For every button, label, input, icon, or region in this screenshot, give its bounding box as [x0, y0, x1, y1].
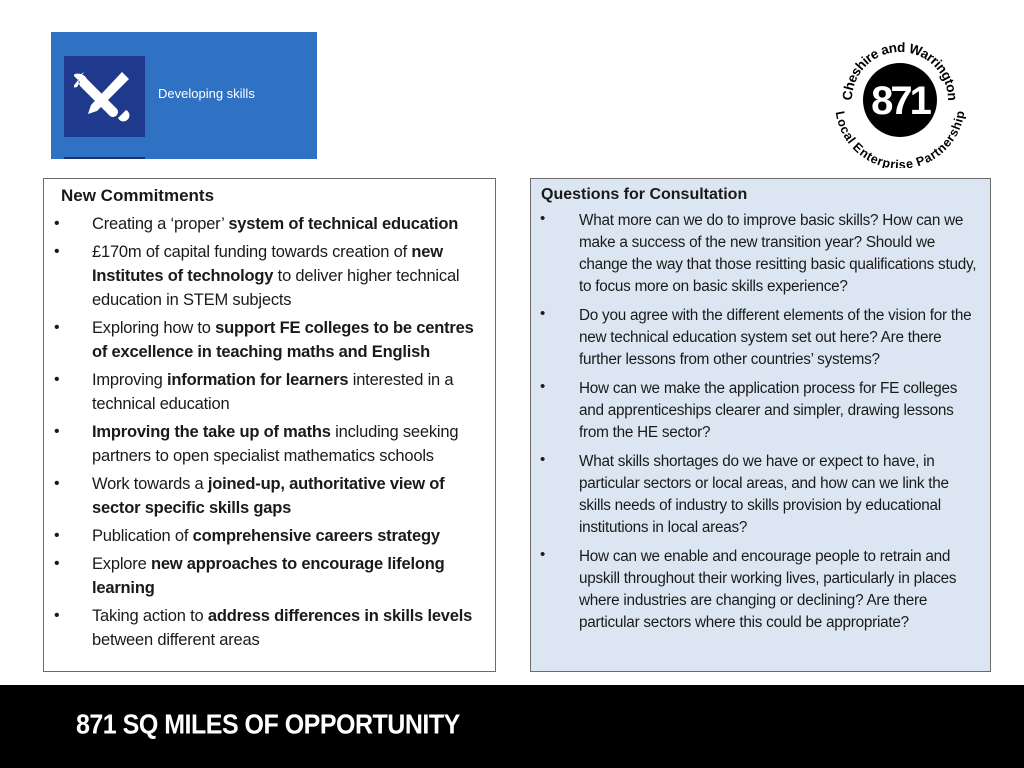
commitment-text: £170m of capital funding towards creation of	[92, 243, 412, 261]
commitment-item	[92, 212, 483, 236]
logo-arc-top: Cheshire and Warrington	[839, 39, 961, 101]
banner-strip	[64, 157, 145, 159]
consultation-questions-panel	[530, 178, 991, 672]
commitment-emphasis: comprehensive careers strategy	[192, 527, 440, 545]
question-item: • What skills shortages do we have or expect to have, in particular sectors or local areas, and how can we link the skills needs of industry to skills provision by educational institutions in local areas?	[579, 451, 980, 539]
panel-title: New Commitments	[61, 186, 215, 205]
commitment-emphasis: new approaches to encourage lifelong learning	[92, 555, 445, 597]
tools-icon	[64, 56, 145, 137]
commitment-item	[92, 420, 483, 468]
commitment-text: Publication of	[92, 527, 193, 545]
commitment-text: Improving	[92, 371, 168, 389]
question-item: • How can we enable and encourage people to retrain and upskill throughout their working lives, particularly in places where industries are changing or declining? Are there particular sectors where this could be appropriate?	[579, 546, 980, 634]
commitment-text: Exploring how to	[92, 319, 216, 337]
commitment-text: to deliver higher technical education in STEM subjects	[92, 267, 460, 309]
commitment-emphasis: address differences in skills levels	[207, 607, 473, 625]
footer-bar	[0, 685, 1024, 768]
developing-skills-banner	[51, 32, 317, 159]
questions-list	[579, 210, 980, 634]
commitment-emphasis: joined-up, authoritative view of sector specific skills gaps	[92, 475, 445, 517]
question-item: • Do you agree with the different elements of the vision for the new technical education system set out here? Are there further lessons from other countries’ systems?	[579, 305, 980, 371]
commitment-emphasis: information for learners	[167, 371, 349, 389]
commitment-emphasis: Improving the take up of maths	[92, 423, 331, 441]
panel-title: Questions for Consultation	[541, 186, 748, 203]
logo-number: 871	[871, 79, 929, 123]
commitment-item	[92, 240, 483, 312]
commitment-text: Explore	[92, 555, 151, 573]
question-item: • What more can we do to improve basic skills? How can we make a success of the new transition year? Should we change the way that those resitting basic qualifications study, to focus more on basic skills experience?	[579, 210, 980, 298]
commitment-item	[92, 472, 483, 520]
question-item: • How can we make the application process for FE colleges and apprenticeships clearer and simpler, drawing lessons from the HE sector?	[579, 378, 980, 444]
commitment-item	[92, 368, 483, 416]
logo-arc-bottom: Local Enterprise Partnership	[832, 110, 968, 168]
commitment-text: Work towards a	[92, 475, 208, 493]
commitments-list	[92, 212, 483, 652]
commitment-item	[92, 524, 483, 548]
commitment-text: between different areas	[92, 631, 260, 649]
commitment-item	[92, 552, 483, 600]
commitment-emphasis: system of technical education	[228, 215, 459, 233]
banner-label: Developing skills	[158, 86, 255, 101]
new-commitments-panel	[43, 178, 496, 672]
cheshire-warrington-lep-logo	[830, 28, 970, 168]
commitment-text: including seeking partners to open specialist mathematics schools	[92, 423, 459, 465]
commitment-text: Creating a ‘proper’	[92, 215, 229, 233]
commitment-emphasis: new Institutes of technology	[92, 243, 443, 285]
commitment-text: Taking action to	[92, 607, 208, 625]
footer-tagline: 871 SQ MILES OF OPPORTUNITY	[76, 709, 460, 741]
commitment-text: interested in a technical education	[92, 371, 454, 413]
commitment-emphasis: support FE colleges to be centres of excellence in teaching maths and English	[92, 319, 474, 361]
commitment-item	[92, 604, 483, 652]
commitment-item	[92, 316, 483, 364]
